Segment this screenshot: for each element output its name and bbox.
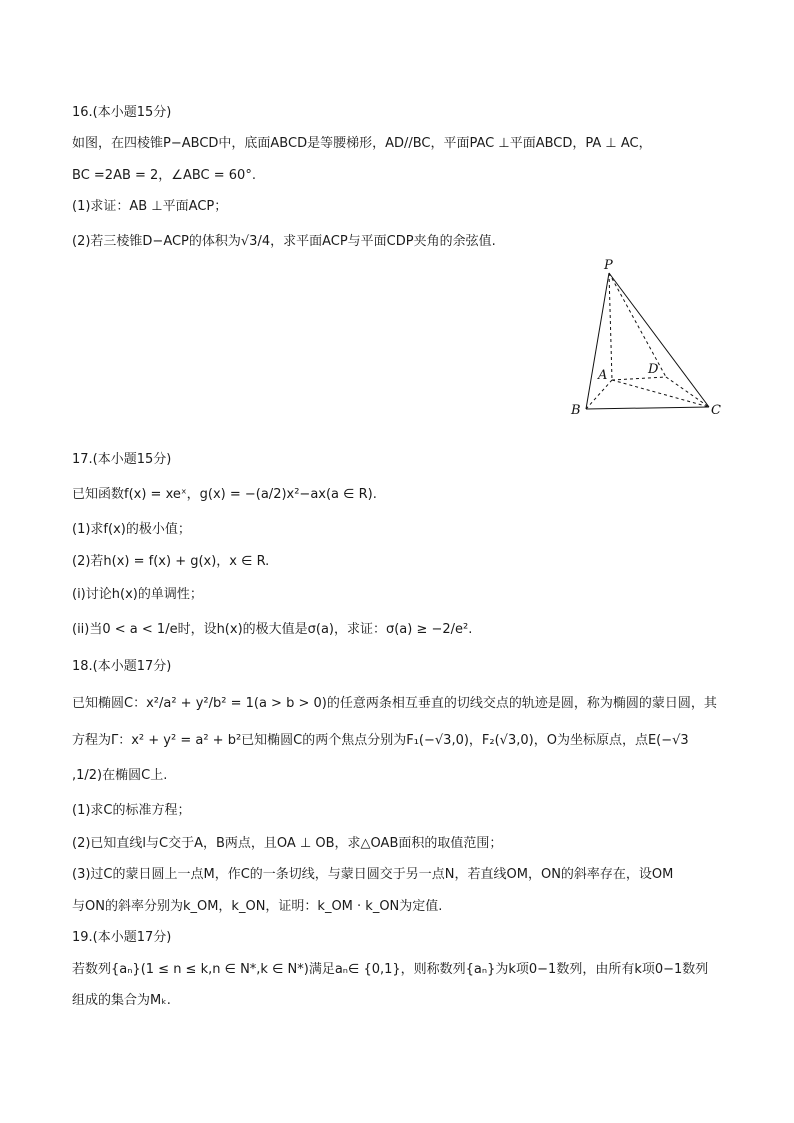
q16-header: 16.(本小题15分) bbox=[72, 105, 172, 120]
q19-line-2: 组成的集合为Mₖ. bbox=[72, 993, 171, 1008]
q18-line-1: 已知椭圆C：x²/a² + y²/b² = 1(a > b > 0)的任意两条相互垂直的切线交点的轨迹是圆，称为椭圆的蒙日圆，其 bbox=[72, 696, 717, 711]
label-A: A bbox=[598, 368, 608, 383]
q16-part-1: (1)求证：AB ⊥平面ACP； bbox=[72, 199, 228, 214]
q18-part-1: (1)求C的标准方程； bbox=[72, 803, 191, 818]
edge-AC bbox=[612, 380, 709, 407]
label-B: B bbox=[571, 403, 581, 418]
q18-header: 18.(本小题17分) bbox=[72, 659, 172, 674]
q18-part-2: (2)已知直线l与C交于A，B两点，且OA ⊥ OB，求△OAB面积的取值范围； bbox=[72, 836, 503, 851]
label-C: C bbox=[711, 403, 721, 418]
label-P: P bbox=[604, 258, 613, 273]
edge-DC bbox=[666, 377, 709, 407]
q18-line-2: 方程为Γ：x² + y² = a² + b²已知椭圆C的两个焦点分别为F₁(−√3,0)，F₂(√3,0)，O为坐标原点，点E(−√3 bbox=[72, 733, 689, 748]
q16-line-2: BC =2AB = 2，∠ABC = 60°. bbox=[72, 168, 256, 183]
edge-PC bbox=[609, 273, 709, 407]
q18-part-3: (3)过C的蒙日圆上一点M，作C的一条切线，与蒙日圆交于另一点N，若直线OM，ON的斜率存在，设OM bbox=[72, 867, 674, 882]
pyramid-figure bbox=[560, 255, 730, 425]
label-D: D bbox=[648, 362, 659, 377]
q19-line-1: 若数列{aₙ}(1 ≤ n ≤ k,n ∈ N*,k ∈ N*)满足aₙ∈ {0,1}，则称数列{aₙ}为k项0−1数列，由所有k项0−1数列 bbox=[72, 962, 709, 977]
edge-PA bbox=[609, 273, 612, 380]
q18-line-3: ,1/2)在椭圆C上. bbox=[72, 768, 168, 783]
q17-part-2: (2)若h(x) = f(x) + g(x)，x ∈ R. bbox=[72, 554, 270, 569]
q17-part-2ii: (ii)当0 < a < 1/e时，设h(x)的极大值是σ(a)，求证：σ(a) ≥ −2/e². bbox=[72, 622, 473, 637]
q17-line-1: 已知函数f(x) = xeˣ，g(x) = −(a/2)x²−ax(a ∈ R). bbox=[72, 487, 377, 502]
q18-part-3-cont: 与ON的斜率分别为k_OM，k_ON，证明：k_OM · k_ON为定值. bbox=[72, 899, 443, 914]
q17-part-1: (1)求f(x)的极小值； bbox=[72, 522, 191, 537]
q16-line-1: 如图，在四棱锥P−ABCD中，底面ABCD是等腰梯形，AD//BC，平面PAC ⊥平面ABCD，PA ⊥ AC， bbox=[72, 136, 652, 151]
q17-part-2i: (i)讨论h(x)的单调性； bbox=[72, 587, 203, 602]
edge-PB bbox=[586, 273, 609, 409]
q16-part-2: (2)若三棱锥D−ACP的体积为√3/4，求平面ACP与平面CDP夹角的余弦值. bbox=[72, 234, 496, 249]
q19-header: 19.(本小题17分) bbox=[72, 930, 172, 945]
q17-header: 17.(本小题15分) bbox=[72, 452, 172, 467]
edge-AD bbox=[612, 377, 666, 380]
edge-BC bbox=[586, 407, 709, 409]
